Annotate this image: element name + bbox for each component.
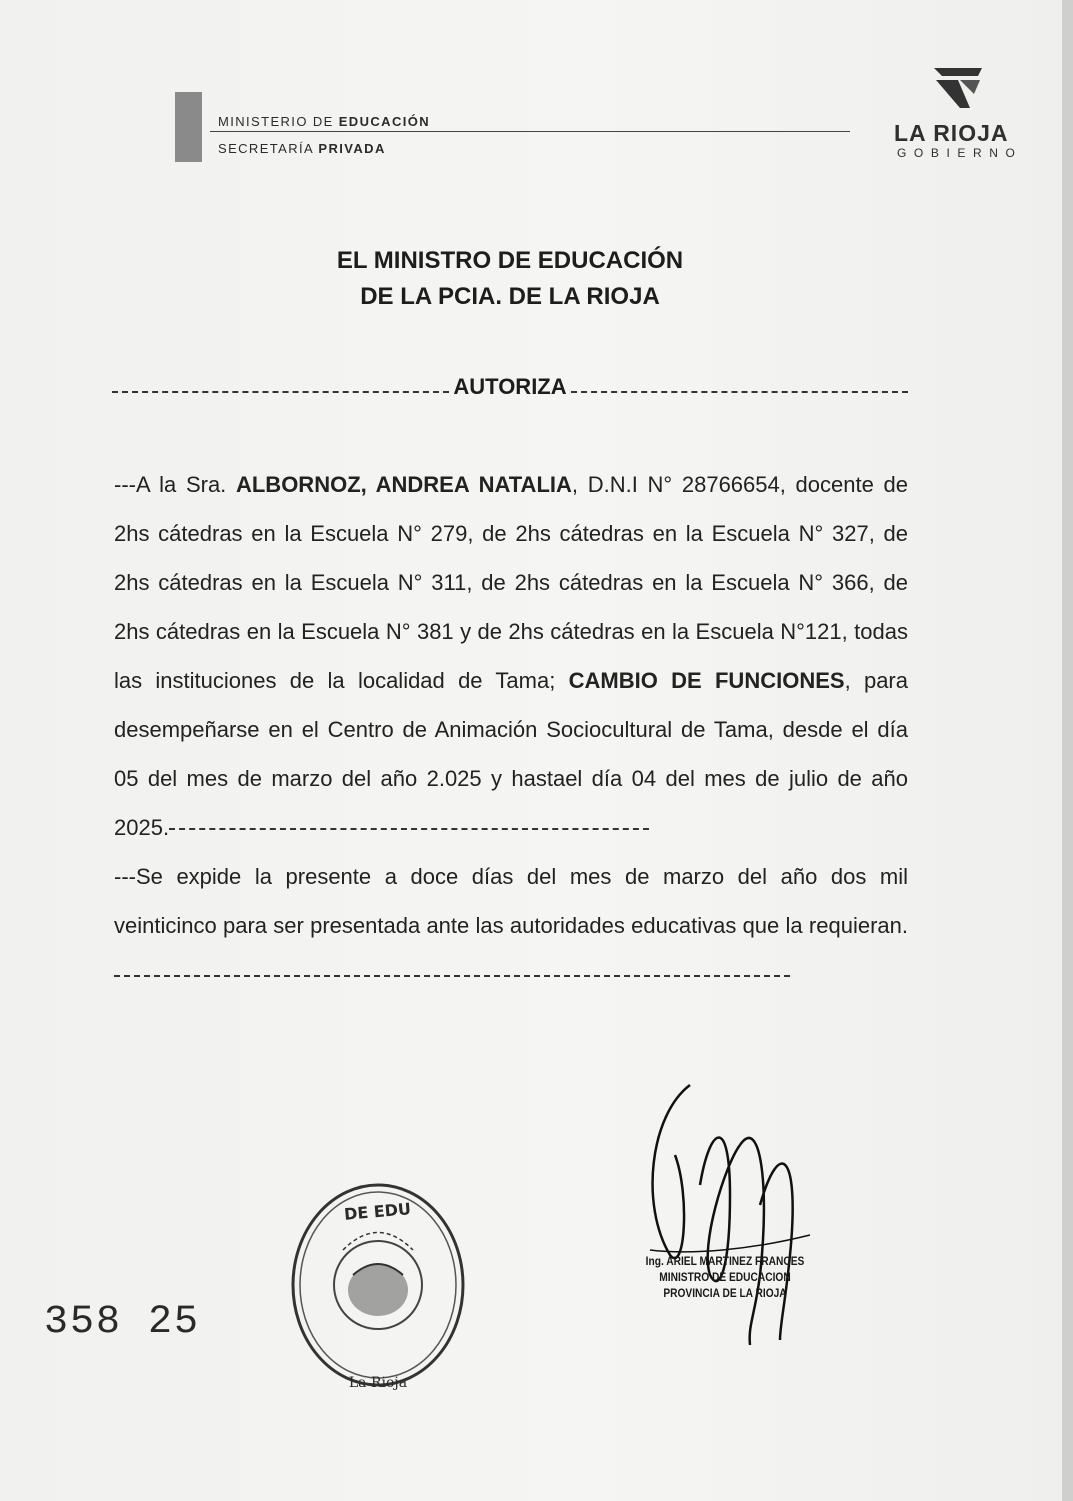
dash-leader: [114, 975, 790, 977]
dash-leader: [169, 828, 649, 830]
paragraph-authorization: ---A la Sra. ALBORNOZ, ANDREA NATALIA, D.N.I N° 28766654, docente de 2hs cátedras en la Escuela N° 279, de 2hs cátedras en la Escuela N° 327, de 2hs cátedras en la Escuela N° 311, de 2hs cátedras en la Escuela N° 366, de 2hs cátedras en la Escuela N° 381 y de 2hs cátedras en la Escuela N°121, todas las instituciones de la localidad de Tama; CAMBIO DE FUNCIONES, para desempeñarse en el Centro de Animación Sociocultural de Tama, desde el día 05 del mes de marzo del año 2.025 y hastael día 04 del mes de julio de año 2025.: [114, 472, 909, 840]
change-of-functions: CAMBIO DE FUNCIONES: [568, 668, 845, 693]
document-title: [300, 243, 720, 315]
document-number: 358 25: [44, 1300, 201, 1345]
header-divider: [210, 131, 850, 132]
teacher-name: ALBORNOZ, ANDREA NATALIA: [235, 472, 572, 497]
paragraph-issuance: ---Se expide la presente a doce días del mes de marzo del año dos mil veinticinco para ser presentada ante las autoridades educativas que la requieran.: [114, 852, 908, 999]
svg-text:La Rioja: La Rioja: [348, 1375, 408, 1391]
header-gray-bar: [175, 92, 202, 162]
signer-role: MINISTRO DE EDUCACION: [659, 1270, 791, 1284]
document-body: [114, 460, 908, 999]
autoriza-label: AUTORIZA: [453, 374, 567, 399]
handwritten-signature: [630, 1075, 830, 1365]
ministry-name: MINISTERIO DE EDUCACIÓN: [218, 114, 431, 129]
signer-block: [640, 1253, 810, 1301]
logo-subtitle: GOBIERNO: [897, 146, 1023, 160]
title-line-2: DE LA PCIA. DE LA RIOJA: [360, 283, 660, 310]
dash-leader-left: [112, 391, 449, 393]
dash-leader-right: [571, 391, 908, 393]
la-rioja-logo-icon: [930, 64, 986, 116]
secretaria-name: SECRETARÍA PRIVADA: [218, 141, 386, 156]
ministry-seal-icon: [283, 1175, 473, 1400]
autoriza-heading: [112, 374, 908, 400]
title-line-1: EL MINISTRO DE EDUCACIÓN: [336, 247, 684, 274]
svg-text:DE EDU: DE EDU: [343, 1199, 412, 1224]
logo-wordmark: LA RIOJA: [894, 120, 1009, 146]
signer-province: PROVINCIA DE LA RIOJA: [663, 1286, 787, 1300]
signer-name: Ing. ARIEL MARTINEZ FRANCES: [645, 1254, 805, 1268]
